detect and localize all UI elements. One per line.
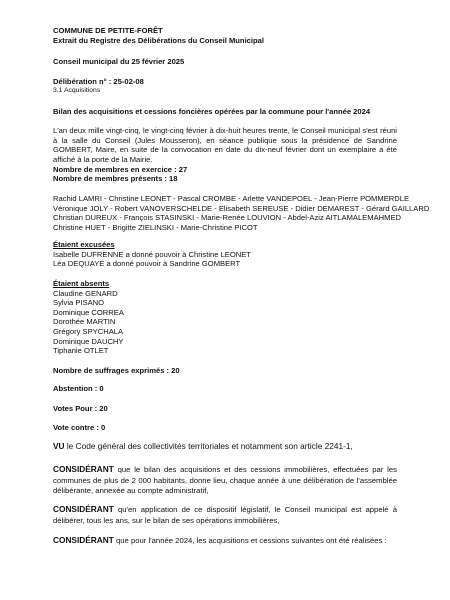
present-members-line: Véronique JOLY - Robert VANOVERSCHELDE - Elisabeth SEREUSE - Didier DEMAREST - Gérard GAILLARD: [53, 203, 430, 213]
abstention-count: Abstention : 0: [53, 384, 104, 393]
meeting-title: Conseil municipal du 25 février 2025: [53, 57, 185, 66]
considerant-text: que le bilan des acquisitions et des cessions immobilières, effectuées par les communes de plus de 2 000 habitants, donne lieu, chaque année à une délibération de l'assemblée délibérante, annexée au compte administratif,: [53, 465, 397, 496]
excused-heading: Étaient excusées: [53, 240, 115, 249]
members-present-count: Nombre de membres présents : 18: [53, 174, 178, 183]
deliberation-number: Délibération n° : 25-02-08: [53, 77, 144, 86]
present-members-list: [53, 194, 430, 232]
commune-name: COMMUNE DE PETITE-FORÊT: [53, 26, 163, 35]
expressed-votes: Nombre de suffrages exprimés : 20: [53, 366, 180, 375]
votes-for-count: Votes Pour : 20: [53, 404, 108, 413]
present-members-line: Christine HUET - Brigitte ZIELINSKI - Marie-Christine PICOT: [53, 222, 258, 232]
considerant-keyword: CONSIDÉRANT: [53, 464, 114, 474]
intro-paragraph: L'an deux mille vingt-cinq, le vingt-cinq février à dix-huit heures trente, le Conseil municipal s'est réuni à la salle du Conseil (Jules Mousseron), en séance publique sous la présidence de Sandrine GOMBERT, Maire, en suite de la convocation en date du dix-neuf février dont un exemplaire a été affiché à la porte de la Mairie.: [53, 126, 397, 164]
excused-section: [53, 240, 397, 269]
considerant-text: qu'en application de ce dispositif législatif, le Conseil municipal est appelé à délibérer, tous les ans, sur le bilan de ses opérations immobilières,: [53, 505, 397, 525]
deliberation-subject: Bilan des acquisitions et cessions foncières opérées par la commune pour l'année 2024: [53, 107, 371, 116]
members-in-office: Nombre de membres en exercice : 27: [53, 165, 188, 174]
absent-item: Tiphanie OTLET: [53, 346, 109, 356]
absent-item: Grégory SPYCHALA: [53, 326, 124, 336]
absent-item: Dominique DAUCHY: [53, 336, 124, 346]
vu-text: le Code général des collectivités territoriales et notamment son article 2241-1,: [64, 441, 353, 451]
considerant-keyword: CONSIDÉRANT: [53, 535, 114, 545]
considerant-keyword: CONSIDÉRANT: [53, 504, 114, 514]
considerant-clause-1: [53, 464, 397, 497]
absent-item: Dominique CORREA: [53, 307, 124, 317]
absent-item: Sylvia PISANO: [53, 298, 105, 308]
deliberation-category: 3.1 Acquisitions: [53, 87, 101, 94]
present-members-line: Rachid LAMRI - Christine LEONET - Pascal CROMBE - Arlette VANDEPOEL - Jean-Pierre POMMERDLE: [53, 194, 410, 203]
excused-item: Isabelle DUFRENNE a donné pouvoir à Christine LEONET: [53, 249, 251, 259]
absent-item: Dorothée MARTIN: [53, 317, 116, 327]
votes-against-count: Vote contre : 0: [53, 423, 106, 432]
vu-clause: [53, 441, 397, 452]
considerant-clause-3: [53, 535, 397, 547]
present-members-line: Christian DUREUX - François STASINSKI - Marie-Renée LOUVION - Abdel-Aziz AITLAMALEMAHMED: [53, 213, 401, 223]
registry-extract-title: Extrait du Registre des Délibérations du Conseil Municipal: [53, 36, 264, 45]
absent-section: [53, 279, 397, 356]
absent-heading: Étaient absents: [53, 279, 110, 288]
considerant-clause-2: [53, 504, 397, 526]
considerant-text: que pour l'année 2024, les acquisitions et cessions suivantes ont été réalisées :: [113, 536, 387, 545]
absent-item: Claudine GENARD: [53, 288, 118, 298]
excused-item: Léa DEQUAYE a donné pouvoir à Sandrine GOMBERT: [53, 259, 241, 269]
vu-keyword: VU: [53, 441, 65, 451]
